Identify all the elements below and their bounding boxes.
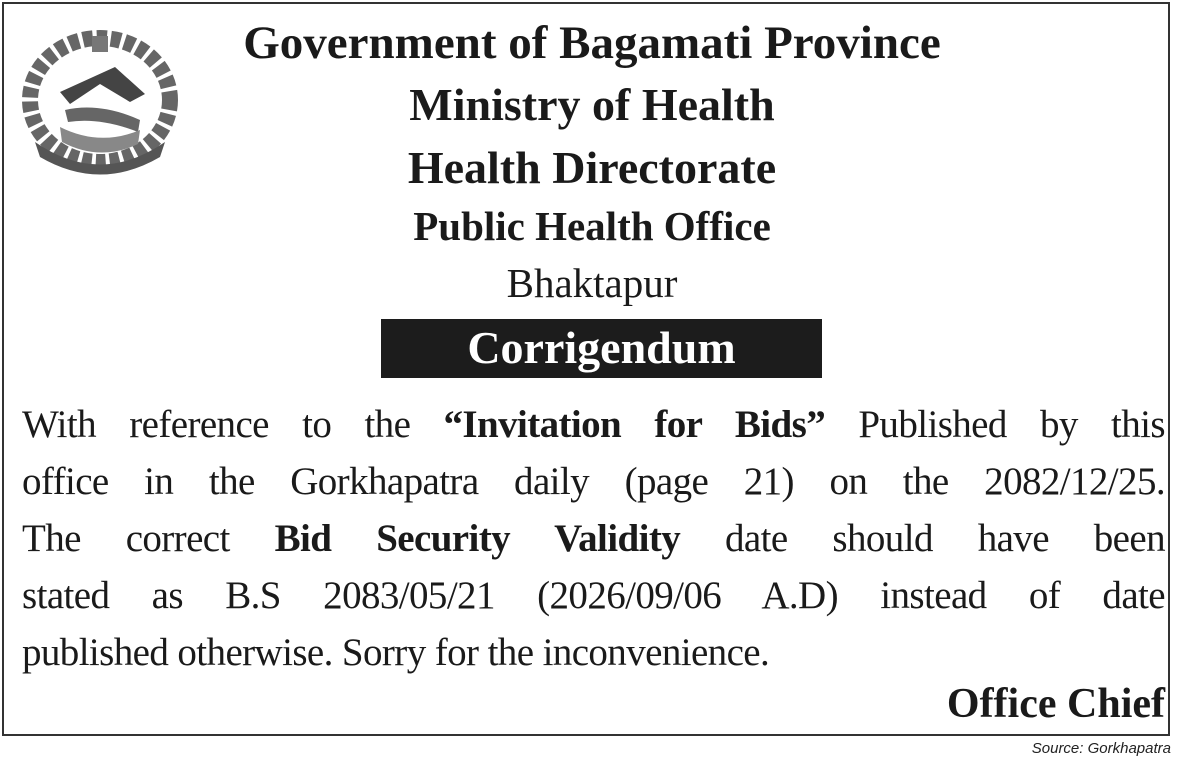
nepal-emblem-icon <box>20 22 180 177</box>
location-heading: Bhaktapur <box>506 260 678 306</box>
signature: Office Chief <box>946 681 1165 727</box>
body-line <box>22 510 1165 567</box>
body-line: stated as B.S 2083/05/21 (2026/09/06 A.D) instead of date <box>22 574 1165 617</box>
bid-invitation-ref: “Invitation for Bids” <box>443 403 826 446</box>
bid-security-validity: Bid Security Validity <box>274 517 681 560</box>
directorate-heading: Health Directorate <box>407 142 777 193</box>
corrigendum-title: Corrigendum <box>381 319 822 378</box>
body-line <box>22 396 1165 453</box>
body-text: Published by this <box>825 403 1165 446</box>
body-text: With reference to the <box>22 403 444 446</box>
government-heading: Government of Bagamati Province <box>243 17 941 69</box>
body-line: office in the Gorkhapatra daily (page 21) on the 2082/12/25. <box>22 460 1165 503</box>
source-credit: Source: Gorkhapatra <box>1031 740 1171 757</box>
notice-body <box>22 396 1165 681</box>
body-text: The correct <box>22 517 275 560</box>
office-heading: Public Health Office <box>413 203 771 249</box>
ministry-heading: Ministry of Health <box>409 79 775 130</box>
body-text: date should have been <box>680 517 1165 560</box>
body-line: published otherwise. Sorry for the inconvenience. <box>22 631 770 674</box>
